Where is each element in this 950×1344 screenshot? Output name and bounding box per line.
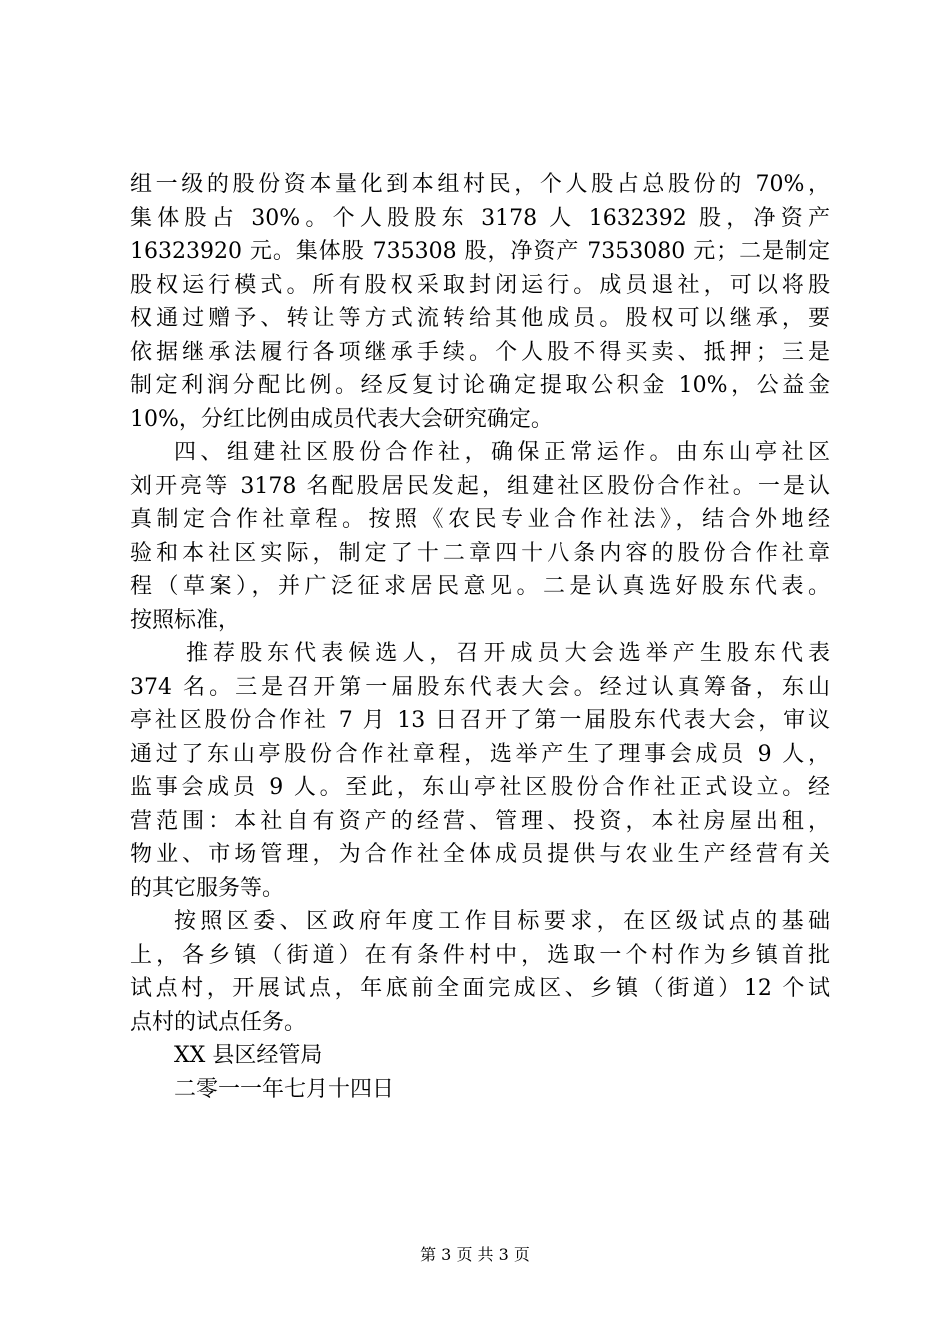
text-line: 上，各乡镇（街道）在有条件村中，选取一个村作为乡镇首批: [130, 942, 830, 968]
text-line: 刘开亮等 3178 名配股居民发起，组建社区股份合作社。一是认: [130, 473, 830, 499]
text-line: 的其它服务等。: [130, 875, 285, 901]
text-line: 374 名。三是召开第一届股东代表大会。经过认真筹备，东山: [130, 674, 830, 700]
signature-organization: XX 县区经管局: [174, 1043, 323, 1068]
text-line: 按照标准，: [130, 607, 241, 633]
text-line: 亭社区股份合作社 7 月 13 日召开了第一届股东代表大会，审议: [130, 708, 830, 733]
text-line: 试点村，开展试点，年底前全面完成区、乡镇（街道）12 个试: [130, 976, 830, 1001]
text-line: 验和本社区实际，制定了十二章四十八条内容的股份合作社章: [130, 540, 830, 566]
text-line: 10%，分红比例由成员代表大会研究确定。: [130, 406, 553, 432]
text-line: 监事会成员 9 人。至此，东山亭社区股份合作社正式设立。经: [130, 775, 830, 800]
page-number-footer: 第 3 页 共 3 页: [420, 1245, 530, 1264]
text-line: 依据继承法履行各项继承手续。个人股不得买卖、抵押；三是: [130, 339, 830, 365]
text-line: 真制定合作社章程。按照《农民专业合作社法》，结合外地经: [130, 507, 830, 532]
text-line: 组一级的股份资本量化到本组村民，个人股占总股份的 70%，: [130, 172, 830, 197]
text-line: 推荐股东代表候选人，召开成员大会选举产生股东代表: [186, 641, 830, 666]
section-heading-line: 四、组建社区股份合作社，确保正常运作。由东山亭社区: [174, 440, 830, 465]
text-line: 点村的试点任务。: [130, 1009, 307, 1035]
signature-date: 二零一一年七月十四日: [174, 1076, 395, 1102]
text-line: 程（草案），并广泛征求居民意见。二是认真选好股东代表。: [130, 574, 830, 599]
text-line: 制定利润分配比例。经反复讨论确定提取公积金 10%，公益金: [130, 373, 830, 398]
text-line: 通过了东山亭股份合作社章程，选举产生了理事会成员 9 人，: [130, 741, 830, 767]
text-line: 按照区委、区政府年度工作目标要求，在区级试点的基础: [174, 909, 830, 934]
document-body: [130, 168, 830, 1106]
text-line: 营范围：本社自有资产的经营、管理、投资，本社房屋出租，: [130, 808, 830, 834]
text-line: 股权运行模式。所有股权采取封闭运行。成员退社，可以将股: [130, 272, 830, 298]
text-line: 集体股占 30%。个人股股东 3178 人 1632392 股，净资产: [130, 205, 830, 231]
text-line: 16323920 元。集体股 735308 股，净资产 7353080 元；二是制定: [130, 239, 830, 264]
text-line: 物业、市场管理，为合作社全体成员提供与农业生产经营有关: [130, 842, 830, 867]
text-line: 权通过赠予、转让等方式流转给其他成员。股权可以继承，要: [130, 306, 830, 331]
